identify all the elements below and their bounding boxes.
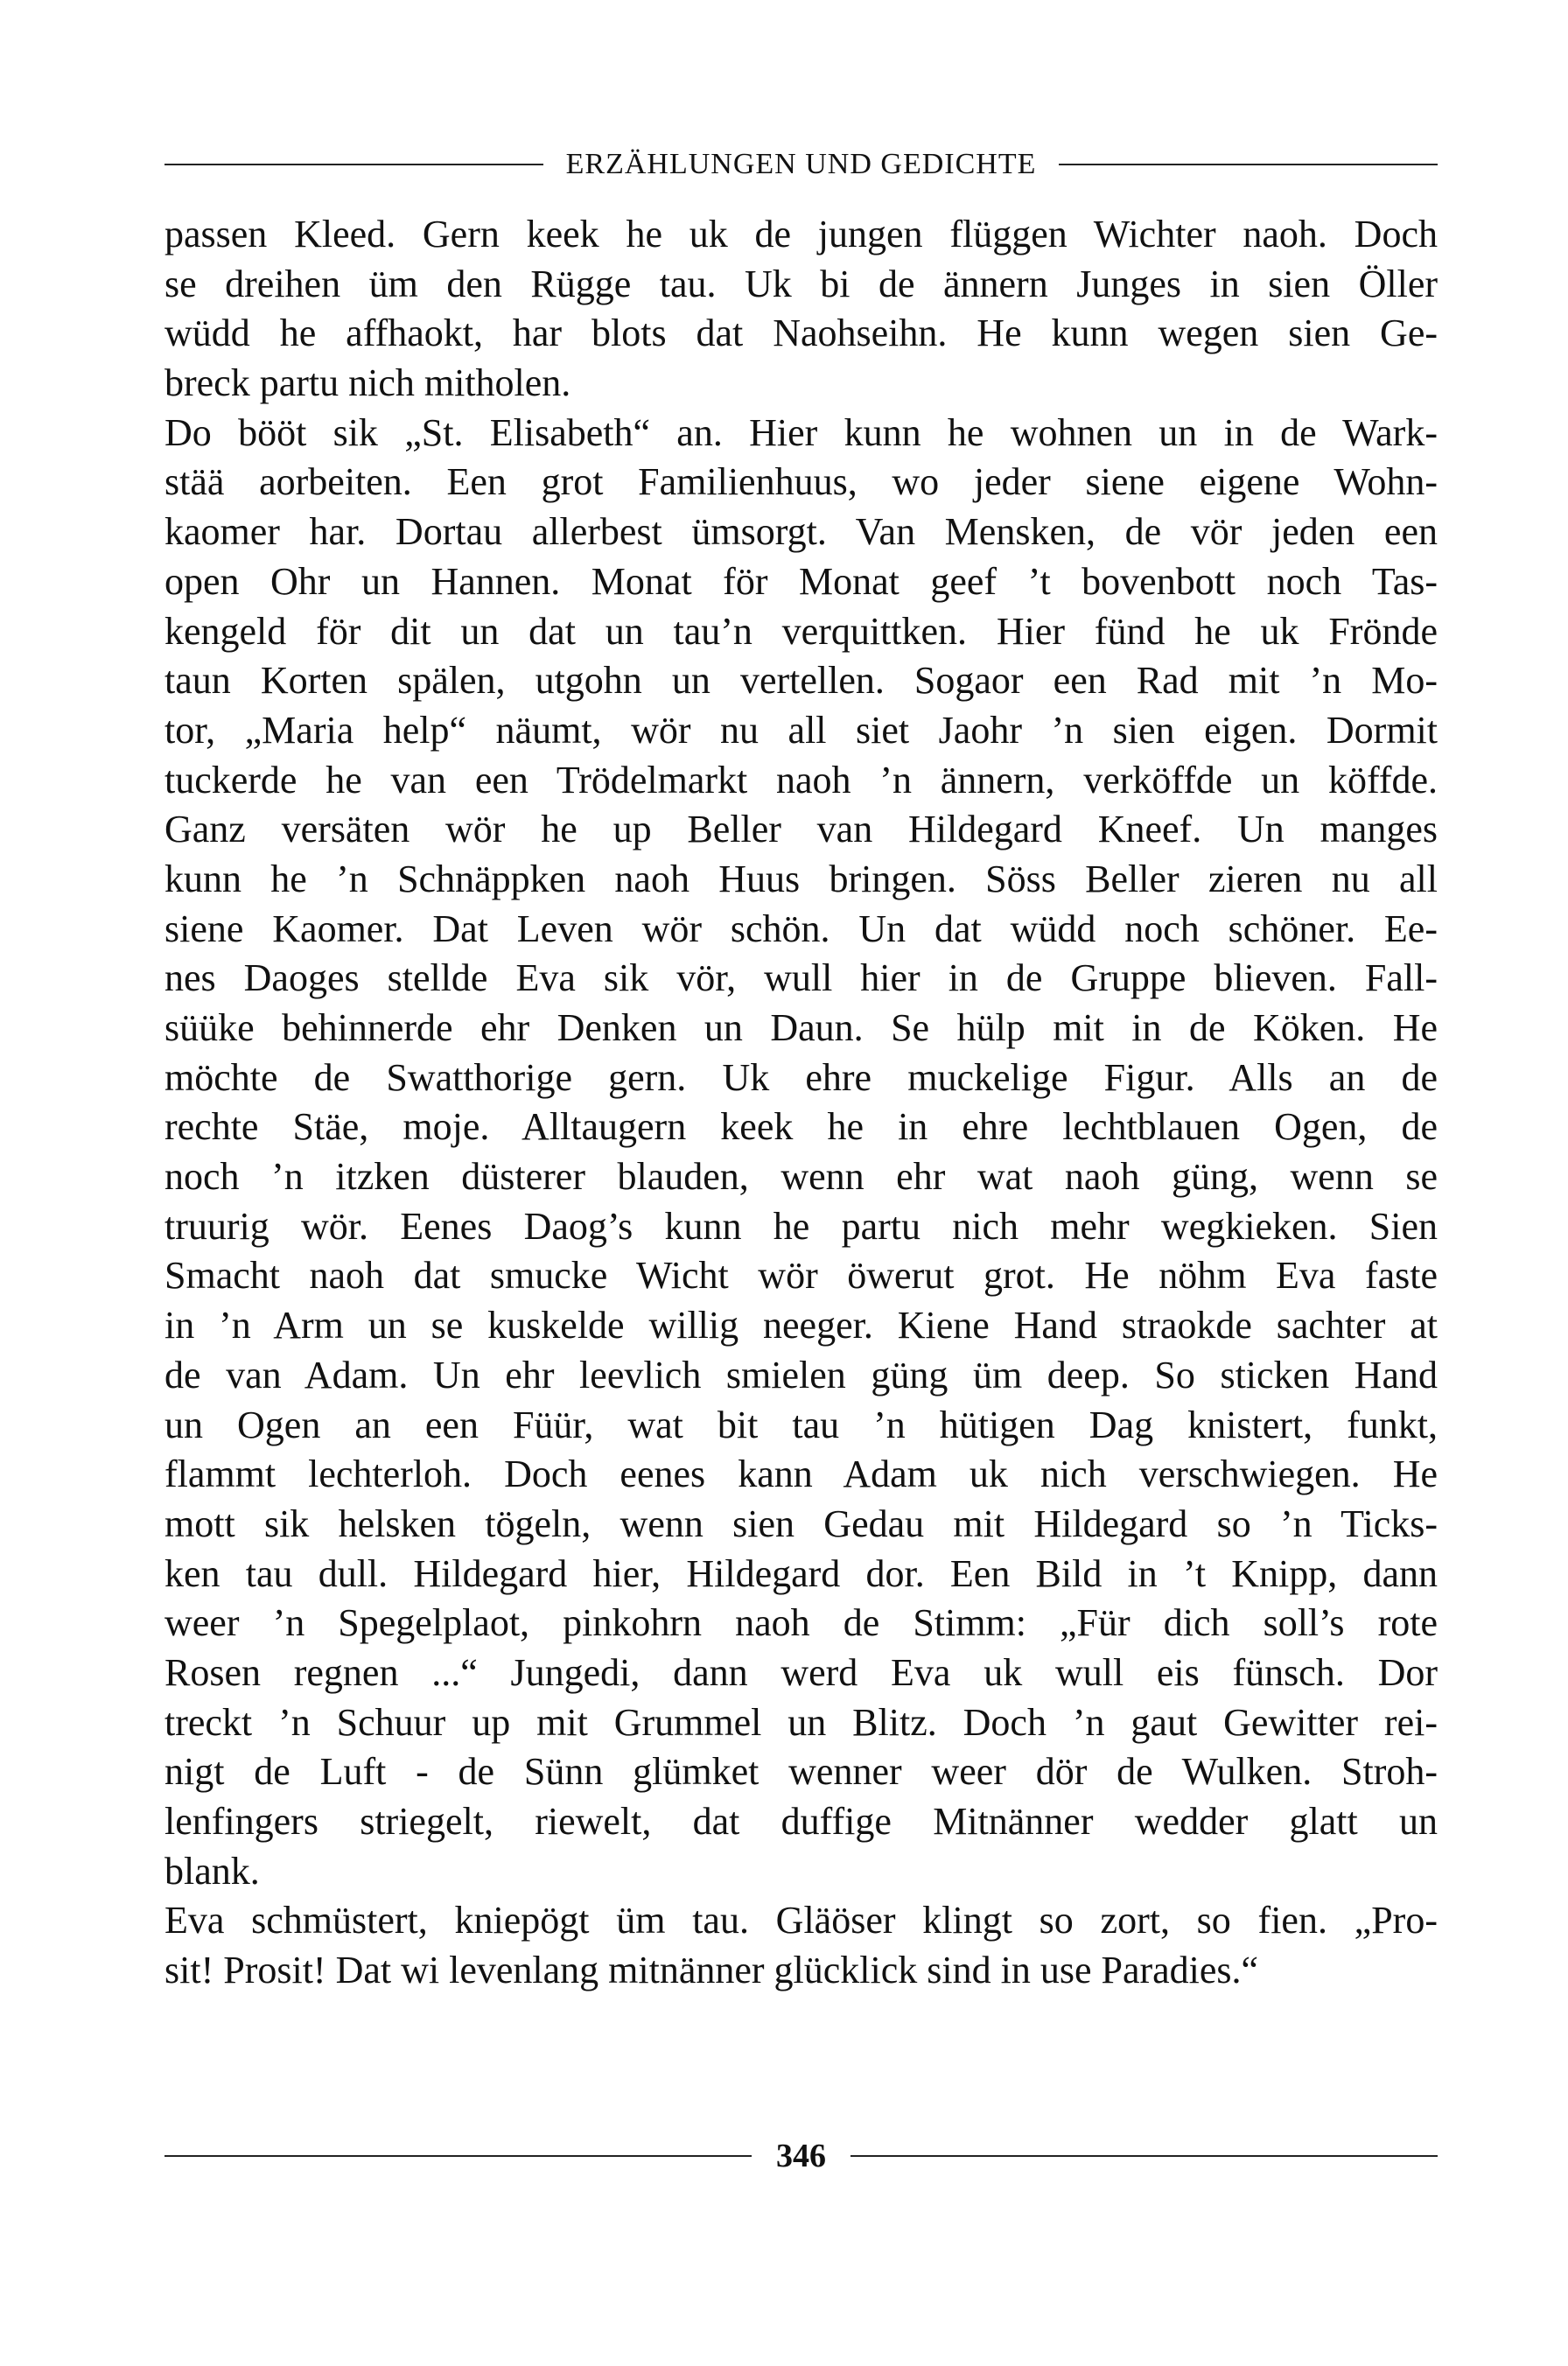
text-line: de van Adam. Un ehr leevlich smielen güng üm deep. So sticken Hand	[164, 1353, 1438, 1396]
text-line: in ’n Arm un se kuskelde willig neeger. Kiene Hand straokde sachter at	[164, 1304, 1438, 1348]
page-number: 346	[776, 2138, 826, 2174]
text-line: Do bööt sik „St. Elisabeth“ an. Hier kunn he wohnen un in de Wark-	[164, 410, 1438, 454]
body-text	[164, 210, 1438, 1996]
text-line: taun Korten spälen, utgohn un vertellen. Sogaor een Rad mit ’n Mo-	[164, 659, 1438, 703]
text-line: Eva schmüstert, kniepögt üm tau. Gläöser klingt so zort, so fien. „Pro-	[164, 1899, 1438, 1942]
text-line: rechte Stäe, moje. Alltaugern keek he in ehre lechtblauen Ogen, de	[164, 1105, 1438, 1149]
text-line: mott sik helsken tögeln, wenn sien Gedau mit Hildegard so ’n Ticks-	[164, 1502, 1438, 1545]
header-rule-right	[1059, 164, 1438, 165]
text-line: Ganz versäten wör he up Beller van Hildegard Kneef. Un manges	[164, 808, 1438, 851]
text-line: möchte de Swatthorige gern. Uk ehre muckelige Figur. Alls an de	[164, 1055, 1438, 1099]
footer-rule-left	[164, 2155, 752, 2157]
text-line: treckt ’n Schuur up mit Grummel un Blitz. Doch ’n gaut Gewitter rei-	[164, 1700, 1438, 1744]
running-header-title: ERZÄHLUNGEN UND GEDICHTE	[565, 148, 1037, 180]
text-line: un Ogen an een Füür, wat bit tau ’n hütigen Dag knistert, funkt,	[164, 1403, 1438, 1446]
text-line: kaomer har. Dortau allerbest ümsorgt. Van Mensken, de vör jeden een	[164, 510, 1438, 554]
text-line: truurig wör. Eenes Daog’s kunn he partu nich mehr wegkieken. Sien	[164, 1204, 1438, 1248]
text-line: noch ’n itzken düsterer blauden, wenn ehr wat naoh güng, wenn se	[164, 1155, 1438, 1199]
header-rule-left	[164, 164, 543, 165]
footer-rule-right	[850, 2155, 1438, 2157]
page-footer	[164, 2135, 1438, 2177]
text-line: ken tau dull. Hildegard hier, Hildegard dor. Een Bild in ’t Knipp, dann	[164, 1551, 1438, 1595]
text-line: nes Daoges stellde Eva sik vör, wull hier in de Gruppe blieven. Fall-	[164, 956, 1438, 1000]
text-line: stää aorbeiten. Een grot Familienhuus, wo jeder siene eigene Wohn-	[164, 460, 1438, 504]
text-line: breck partu nich mitholen.	[164, 361, 571, 405]
text-line: tuckerde he van een Trödelmarkt naoh ’n ännern, verköffde un köffde.	[164, 758, 1438, 802]
running-header	[164, 142, 1438, 187]
text-line: Rosen regnen ...“ Jungedi, dann werd Eva uk wull eis fünsch. Dor	[164, 1650, 1438, 1694]
text-line: siene Kaomer. Dat Leven wör schön. Un dat wüdd noch schöner. Ee-	[164, 906, 1438, 950]
text-line: nigt de Luft - de Sünn glümket wenner weer dör de Wulken. Stroh-	[164, 1750, 1438, 1794]
text-line: sit! Prosit! Dat wi levenlang mitnänner glücklick sind in use Paradies.“	[164, 1949, 1259, 1992]
text-line: se dreihen üm den Rügge tau. Uk bi de ännern Junges in sien Öller	[164, 262, 1438, 305]
text-line: süüke behinnerde ehr Denken un Daun. Se hülp mit in de Köken. He	[164, 1006, 1438, 1049]
text-line: weer ’n Spegelplaot, pinkohrn naoh de Stimm: „Für dich soll’s rote	[164, 1601, 1438, 1645]
text-line: open Ohr un Hannen. Monat för Monat geef ’t bovenbott noch Tas-	[164, 559, 1438, 603]
text-line: passen Kleed. Gern keek he uk de jungen flüggen Wichter naoh. Doch	[164, 213, 1438, 256]
text-line: kengeld för dit un dat un tau’n verquittken. Hier fünd he uk Frönde	[164, 609, 1438, 653]
text-line: tor, „Maria help“ näumt, wör nu all siet Jaohr ’n sien eigen. Dormit	[164, 708, 1438, 752]
text-line: kunn he ’n Schnäppken naoh Huus bringen. Söss Beller zieren nu all	[164, 857, 1438, 900]
text-line: blank.	[164, 1849, 260, 1893]
text-line: flammt lechterloh. Doch eenes kann Adam uk nich verschwiegen. He	[164, 1452, 1438, 1496]
text-line: lenfingers striegelt, riewelt, dat duffige Mitnänner wedder glatt un	[164, 1800, 1438, 1843]
text-line: wüdd he affhaokt, har blots dat Naohseihn. He kunn wegen sien Ge-	[164, 312, 1438, 355]
text-line: Smacht naoh dat smucke Wicht wör öwerut grot. He nöhm Eva faste	[164, 1254, 1438, 1298]
